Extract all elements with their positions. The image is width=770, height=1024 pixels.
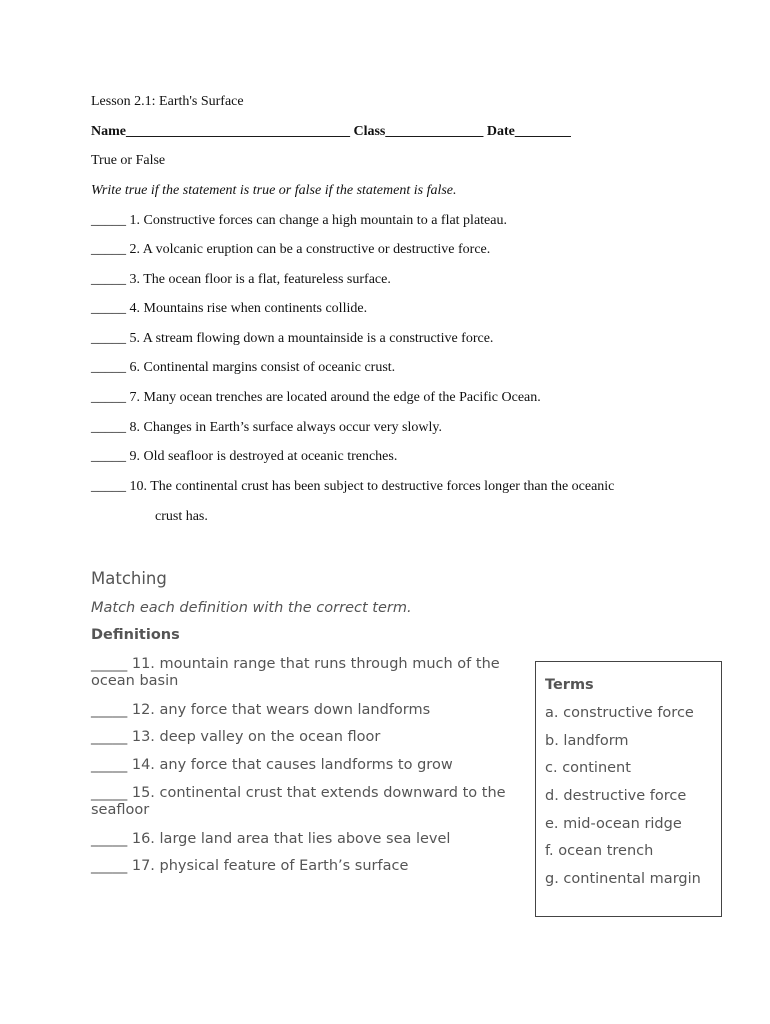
term-item: e. mid-ocean ridge bbox=[545, 816, 682, 832]
tf-item: _____ 3. The ocean floor is a flat, featureless surface. bbox=[91, 272, 391, 287]
term-item: a. constructive force bbox=[545, 705, 694, 721]
term-item: d. destructive force bbox=[545, 788, 687, 804]
definition-item: _____ 17. physical feature of Earth’s surface bbox=[91, 858, 409, 874]
terms-heading: Terms bbox=[545, 677, 594, 693]
definition-item: _____ 13. deep valley on the ocean floor bbox=[91, 729, 381, 745]
tf-item: _____ 10. The continental crust has been subject to destructive forces longer than the oceanic bbox=[91, 479, 615, 494]
tf-item: _____ 2. A volcanic eruption can be a constructive or destructive force. bbox=[91, 242, 491, 257]
definition-item: _____ 14. any force that causes landforms to grow bbox=[91, 757, 453, 773]
definition-item: _____ 16. large land area that lies above sea level bbox=[91, 831, 451, 847]
tf-item: _____ 1. Constructive forces can change a high mountain to a flat plateau. bbox=[91, 213, 507, 228]
tf-item-continuation: crust has. bbox=[155, 509, 208, 524]
tf-item: _____ 6. Continental margins consist of oceanic crust. bbox=[91, 360, 396, 375]
definition-item: _____ 12. any force that wears down landforms bbox=[91, 702, 431, 718]
terms-box bbox=[535, 661, 722, 917]
definition-item: _____ 15. continental crust that extends downward to the seafloor bbox=[91, 785, 506, 818]
tf-item: _____ 8. Changes in Earth’s surface always occur very slowly. bbox=[91, 420, 442, 435]
tf-item: _____ 7. Many ocean trenches are located around the edge of the Pacific Ocean. bbox=[91, 390, 541, 405]
tf-item: _____ 5. A stream flowing down a mountainside is a constructive force. bbox=[91, 331, 494, 346]
matching-heading: Matching bbox=[91, 569, 167, 588]
term-item: c. continent bbox=[545, 760, 631, 776]
name-class-date-line: Name________________________________ Class______________ Date________ bbox=[91, 124, 571, 139]
tf-item: _____ 9. Old seafloor is destroyed at oceanic trenches. bbox=[91, 449, 398, 464]
term-item: f. ocean trench bbox=[545, 843, 654, 859]
tf-item: _____ 4. Mountains rise when continents collide. bbox=[91, 301, 368, 316]
term-item: b. landform bbox=[545, 733, 629, 749]
definition-item: _____ 11. mountain range that runs through much of the ocean basin bbox=[91, 656, 500, 689]
matching-instructions: Match each definition with the correct term. bbox=[91, 600, 412, 616]
term-item: g. continental margin bbox=[545, 871, 701, 887]
true-false-heading: True or False bbox=[91, 153, 166, 168]
lesson-title: Lesson 2.1: Earth's Surface bbox=[91, 94, 244, 109]
definitions-heading: Definitions bbox=[91, 627, 180, 643]
true-false-instructions: Write true if the statement is true or false if the statement is false. bbox=[91, 183, 457, 198]
